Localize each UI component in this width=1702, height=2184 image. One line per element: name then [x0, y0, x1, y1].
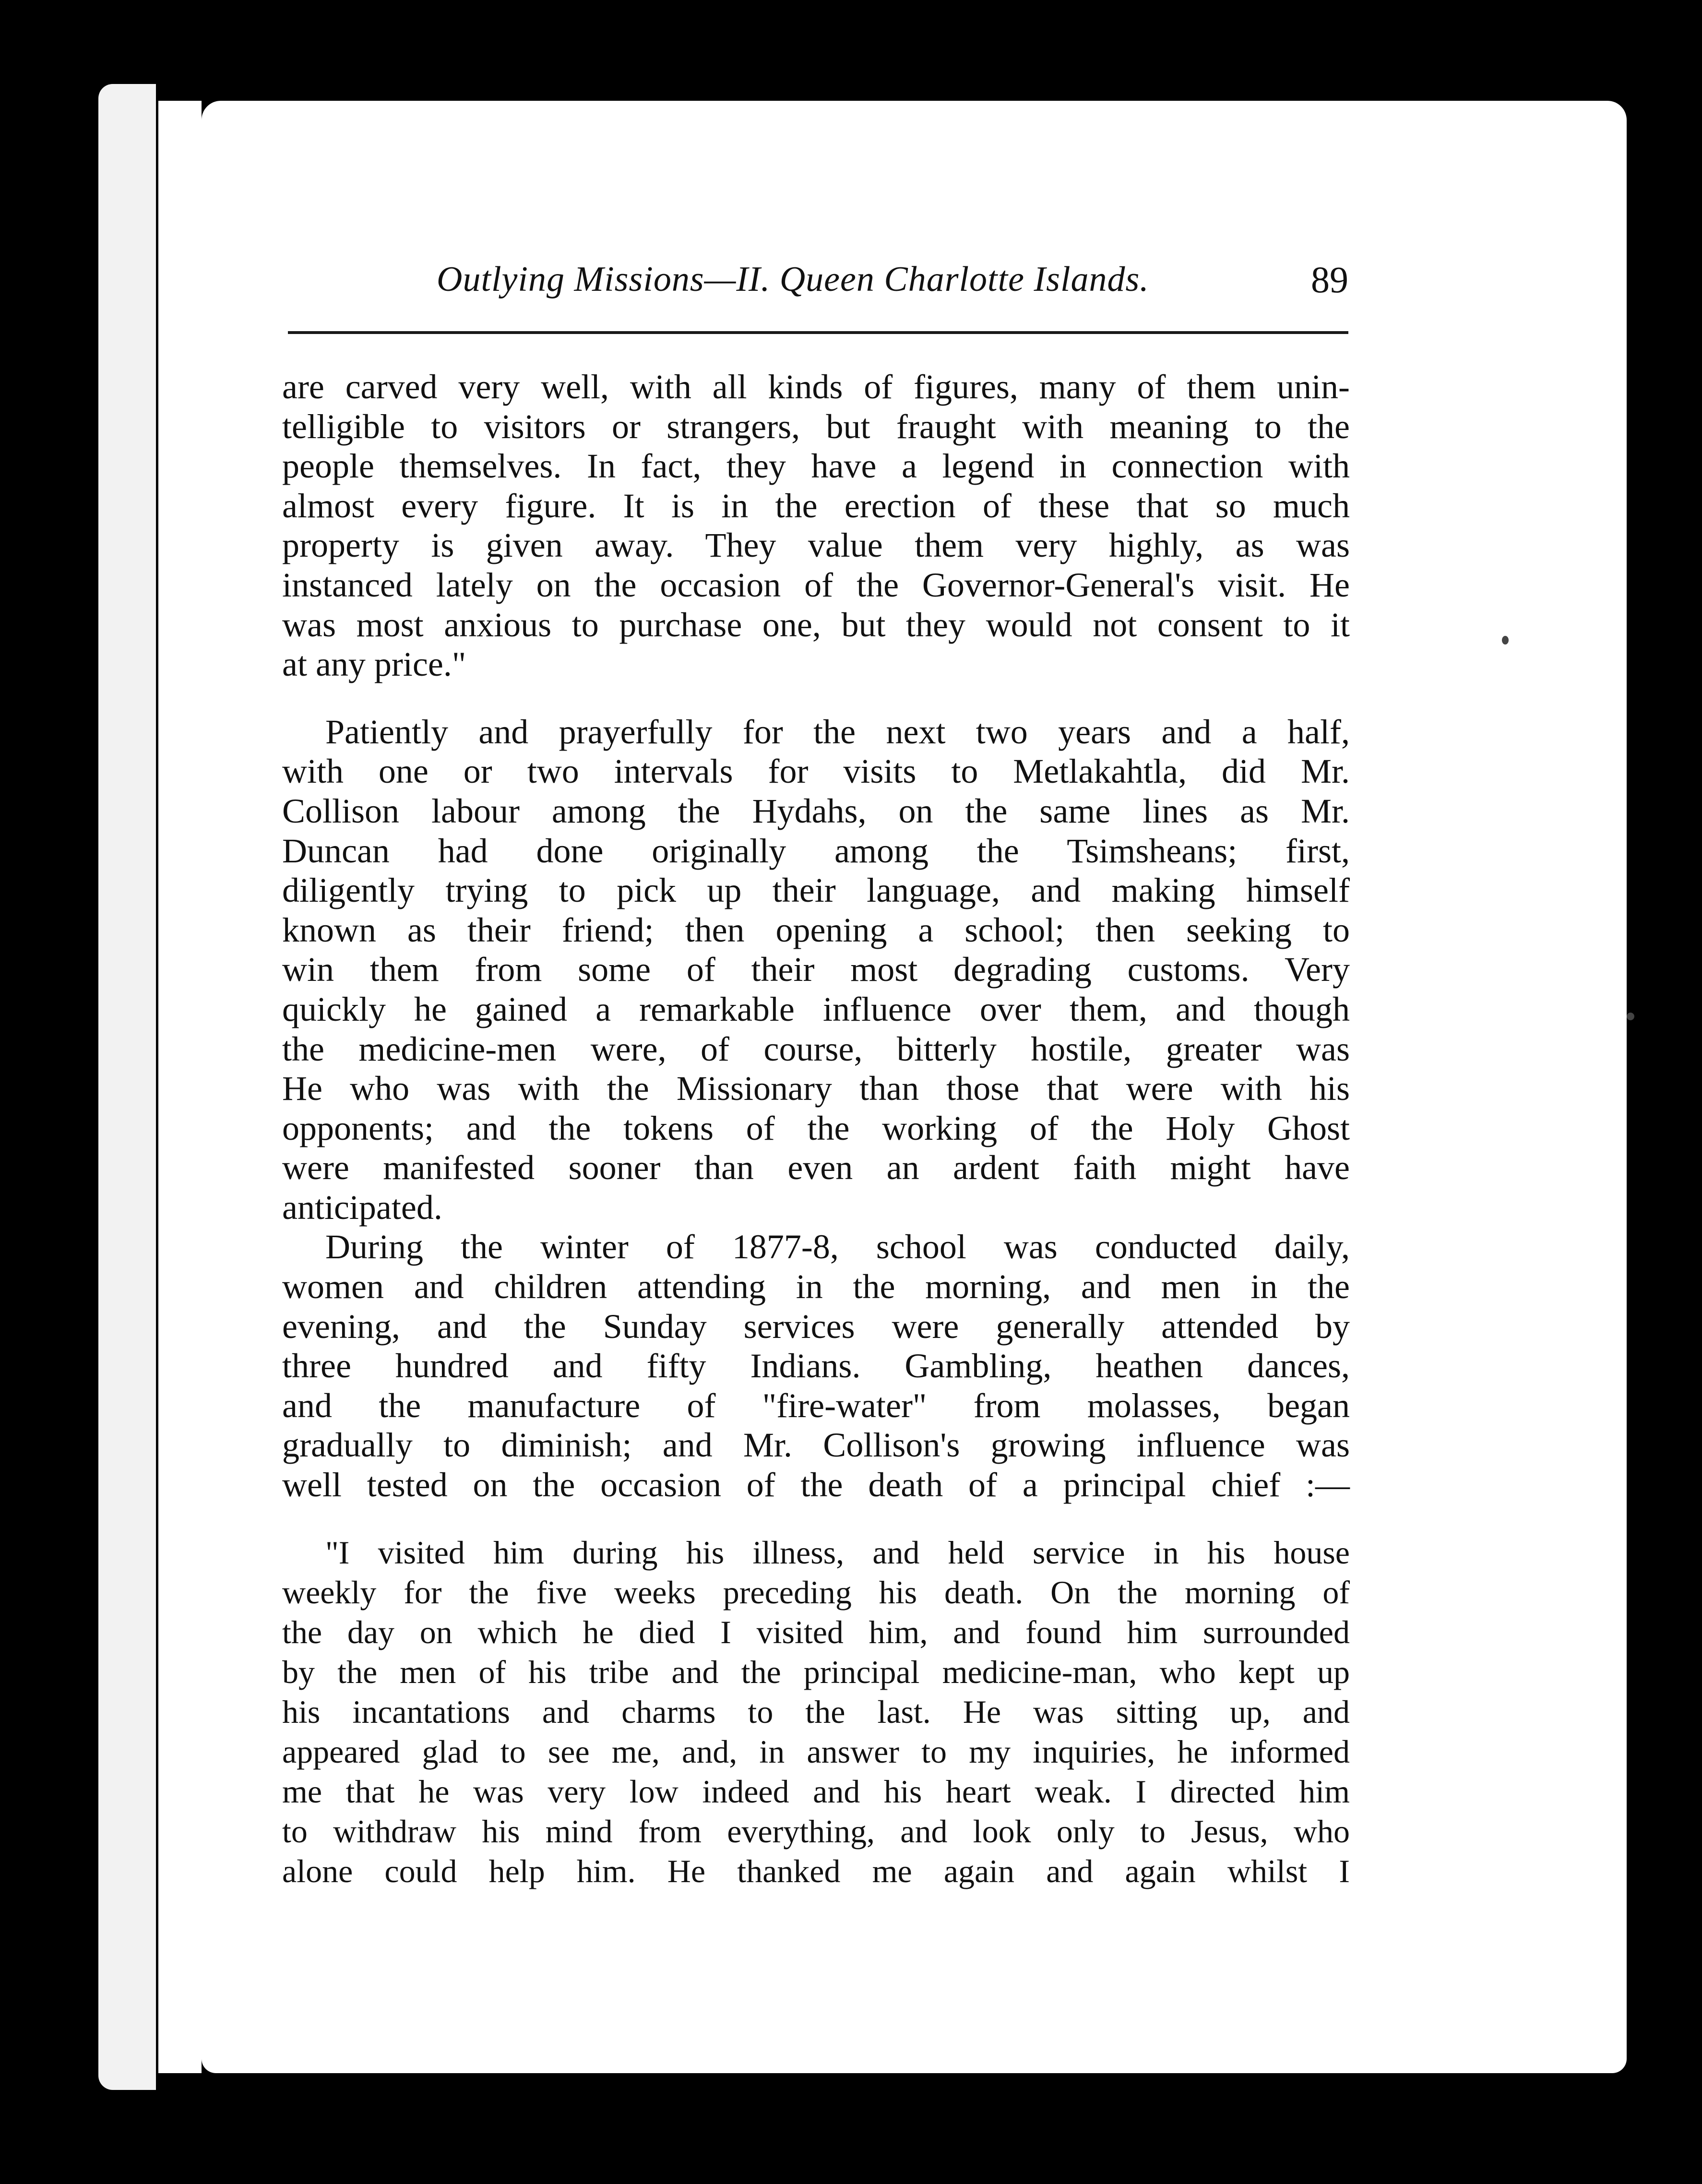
text-line: three hundred and fifty Indians. Gambling, heathen dances, — [282, 1347, 1350, 1385]
text-line: "I visited him during his illness, and held service in his house — [325, 1534, 1350, 1571]
text-line: with one or two intervals for visits to Metlakahtla, did Mr. — [282, 752, 1350, 791]
text-line: alone could help him. He thanked me again and again whilst I — [282, 1852, 1350, 1889]
page-header — [288, 254, 1348, 312]
text-line: quickly he gained a remarkable influence over them, and though — [282, 990, 1350, 1028]
running-title: Outlying Missions—II. Queen Charlotte Islands. — [437, 260, 1149, 299]
text-line: evening, and the Sunday services were generally attended by — [282, 1307, 1350, 1346]
text-line: at any price." — [282, 645, 466, 684]
text-line: his incantations and charms to the last. He was sitting up, and — [282, 1693, 1350, 1730]
text-line: almost every figure. It is in the erection of these that so much — [282, 486, 1350, 525]
text-line: and the manufacture of "fire-water" from molasses, began — [282, 1386, 1350, 1425]
text-line: was most anxious to purchase one, but they would not consent to it — [282, 605, 1350, 644]
text-line: people themselves. In fact, they have a legend in connection with — [282, 447, 1350, 486]
text-line: He who was with the Missionary than those that were with his — [282, 1069, 1350, 1108]
text-line: are carved very well, with all kinds of figures, many of them unin- — [282, 368, 1350, 406]
text-line: instanced lately on the occasion of the Governor-General's visit. He — [282, 565, 1350, 604]
header-rule — [288, 331, 1348, 334]
text-line: appeared glad to see me, and, in answer to my inquiries, he informed — [282, 1733, 1350, 1770]
body-text — [282, 367, 1350, 1891]
text-line: gradually to diminish; and Mr. Collison's growing influence was — [282, 1426, 1350, 1465]
text-line: known as their friend; then opening a school; then seeking to — [282, 910, 1350, 949]
text-line: win them from some of their most degrading customs. Very — [282, 950, 1350, 989]
paragraph-4-quotation — [282, 1533, 1350, 1891]
text-line: Duncan had done originally among the Tsimsheans; first, — [282, 831, 1350, 870]
text-line: women and children attending in the morning, and men in the — [282, 1267, 1350, 1306]
page-gutter — [158, 101, 202, 2073]
text-line: well tested on the occasion of the death of a principal chief :— — [282, 1466, 1350, 1504]
margin-speck — [1502, 636, 1509, 644]
text-line: to withdraw his mind from everything, and look only to Jesus, who — [282, 1813, 1350, 1850]
text-line: me that he was very low indeed and his heart weak. I directed him — [282, 1773, 1350, 1810]
text-line: the medicine-men were, of course, bitterly hostile, greater was — [282, 1029, 1350, 1068]
page-edge — [98, 84, 156, 2090]
paragraph-1 — [282, 367, 1350, 684]
text-line: During the winter of 1877-8, school was conducted daily, — [325, 1228, 1350, 1266]
text-line: weekly for the five weeks preceding his death. On the morning of — [282, 1574, 1350, 1611]
text-line: diligently trying to pick up their language, and making himself — [282, 871, 1350, 910]
text-line: anticipated. — [282, 1188, 442, 1227]
text-line: Patiently and prayerfully for the next two years and a half, — [325, 712, 1350, 751]
text-line: opponents; and the tokens of the working of the Holy Ghost — [282, 1109, 1350, 1147]
paragraph-3 — [282, 1227, 1350, 1504]
text-line: the day on which he died I visited him, and found him surrounded — [282, 1613, 1350, 1650]
text-line: Collison labour among the Hydahs, on the same lines as Mr. — [282, 791, 1350, 830]
text-line: were manifested sooner than even an ardent faith might have — [282, 1148, 1350, 1187]
margin-speck — [1627, 1013, 1634, 1020]
paragraph-2 — [282, 712, 1350, 1228]
text-line: by the men of his tribe and the principal medicine-man, who kept up — [282, 1653, 1350, 1690]
text-line: property is given away. They value them very highly, as was — [282, 526, 1350, 565]
text-line: telligible to visitors or strangers, but fraught with meaning to the — [282, 407, 1350, 446]
page-number: 89 — [1311, 259, 1348, 300]
